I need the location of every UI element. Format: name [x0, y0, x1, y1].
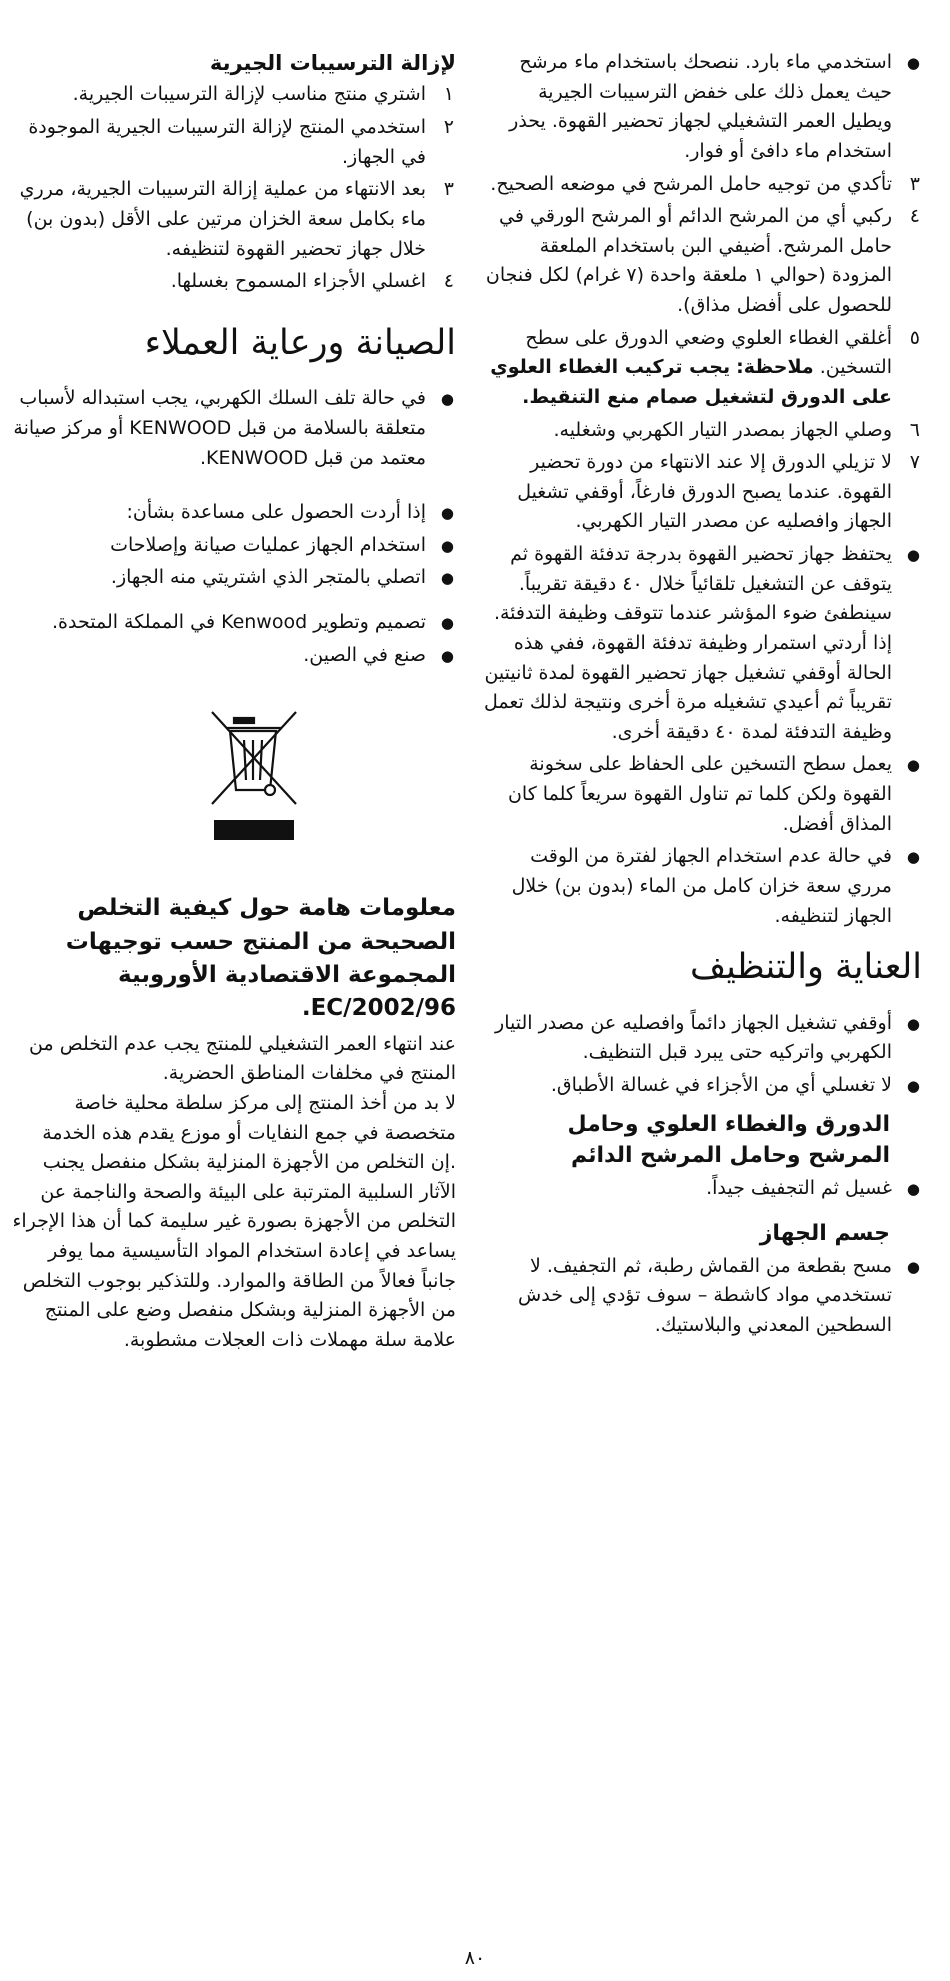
designed-in: ● تصميم وتطوير Kenwood في المملكة المتحدة. — [11, 608, 456, 638]
weee-symbol — [11, 704, 456, 844]
help-intro: ● إذا أردت الحصول على مساعدة بشأن: — [11, 498, 456, 528]
descale-step-2: ٢ استخدمي المنتج لإزالة الترسيبات الجيرية الموجودة في الجهاز. — [28, 116, 454, 168]
right-column — [482, 48, 922, 1344]
descale-step-4: ٤ اغسلي الأجزاء المسموح بغسلها. — [170, 270, 454, 293]
body-list — [482, 1252, 922, 1341]
left-column — [11, 48, 456, 1356]
weee-paragraph-2: لا بد من أخذ المنتج إلى مركز سلطة محلية خاصة متخصصة في جمع النفايات أو موزع يقدم هذه الخدمة .إن التخلص من الأجهزة المنزلية بشكل منفصل يجنب الآثار السلبية المترتبة على البيئة والصحة والناجمة عن التخلص من الأجهزة بصورة غير سليمة كما أن هذا الإجراء يساعد في إعادة استخدام المواد التأسيسية مما يوفر جانباً فعالاً من الطاقة والموارد. وللتذكير بوجوب التخلص من الأجهزة المنزلية وبشكل منفصل وضع على المنتج علامة سلة مهملات ذات العجلات مشطوبة. — [12, 1091, 456, 1351]
keep-warm-list — [482, 540, 922, 931]
care-heading: العناية والتنظيف — [689, 947, 922, 988]
carafe-heading: الدورق والغطاء العلوي وحامل المرشح وحامل المرشح الدائم — [567, 1111, 890, 1169]
help-contact: ● اتصلي بالمتجر الذي اشتريتي منه الجهاز. — [11, 563, 456, 593]
intro-list — [482, 48, 922, 167]
spacer — [11, 476, 456, 498]
service-list-2 — [11, 498, 456, 593]
body-tip: ● مسح بقطعة من القماش رطبة، ثم التجفيف. لا تستخدمي مواد كاشطة – سوف تؤدي إلى خدش السطحين المعدني والبلاستيك. — [482, 1252, 922, 1341]
unused-tip: ● في حالة عدم استخدام الجهاز لفترة من الوقت مرري سعة خزان كامل من الماء (بدون بن) خلال الجهاز لتنظيفه. — [482, 842, 922, 931]
step-5: ٥ أغلقي الغطاء العلوي وضعي الدورق على سطح التسخين. ملاحظة: يجب تركيب الغطاء العلوي على الدورق لتشغيل صمام منع التنقيط. — [490, 326, 920, 408]
descale-step-3: ٣ بعد الانتهاء من عملية إزالة الترسيبات الجيرية، مرري ماء بكامل سعة الخزان مرتين على الأقل (بدون بن) خلال جهاز تحضير القهوة لتنظيفه. — [19, 178, 454, 260]
brewing-steps — [482, 170, 922, 538]
descale-heading: لإزالة الترسيبات الجيرية — [209, 51, 456, 75]
carafe-list — [482, 1174, 922, 1204]
crossed-out-wheelie-bin-icon — [204, 704, 304, 844]
step-6: ٦ وصلي الجهاز بمصدر التيار الكهربي وشغليه. — [553, 418, 920, 441]
made-in: ● صنع في الصين. — [11, 641, 456, 671]
note-text: يجب تركيب الغطاء العلوي على الدورق لتشغيل صمام منع التنقيط. — [490, 356, 892, 408]
care-tip-unplug: ● أوقفي تشغيل الجهاز دائماً وافصليه عن مصدر التيار الكهربي واتركيه حتى يبرد قبل التنظيف. — [482, 1009, 922, 1068]
step-7: ٧ لا تزيلي الدورق إلا عند الانتهاء من دورة تحضير القهوة. عندما يصبح الدورق فارغاً، أوقفي تشغيل الجهاز وافصليه عن مصدر التيار الكهربي. — [517, 451, 920, 533]
carafe-tip: ● غسيل ثم التجفيف جيداً. — [482, 1174, 922, 1204]
service-list-1 — [11, 384, 456, 473]
water-tip: ● استخدمي ماء بارد. ننصحك باستخدام ماء مرشح حيث يعمل ذلك على خفض الترسيبات الجيرية ويطيل العمر التشغيلي لجهاز تحضير القهوة. يحذر استخدام ماء دافئ أو فوار. — [482, 48, 922, 167]
care-tip-dishwasher: ● لا تغسلي أي من الأجزاء في غسالة الأطباق. — [482, 1071, 922, 1101]
service-list-3 — [11, 608, 456, 670]
body-heading: جسم الجهاز — [759, 1220, 890, 1246]
weee-heading: معلومات هامة حول كيفية التخلص الصحيحة من المنتج حسب توجيهات المجموعة الاقتصادية الأوروبية 2002/96/EC. — [65, 895, 456, 1022]
service-heading: الصيانة ورعاية العملاء — [144, 322, 456, 363]
descale-steps — [11, 80, 456, 296]
page-number: ٨٠ — [464, 1947, 486, 1969]
care-list — [482, 1009, 922, 1101]
weee-paragraph-1: عند انتهاء العمر التشغيلي للمنتج يجب عدم التخلص من المنتج في مخلفات المناطق الحضرية. — [29, 1032, 456, 1085]
cord-damage-tip: ● في حالة تلف السلك الكهربي، يجب استبداله لأسباب متعلقة بالسلامة من قبل KENWOOD أو مركز صيانة معتمد من قبل KENWOOD. — [11, 384, 456, 473]
note-label: ملاحظة: — [736, 356, 814, 379]
descale-step-1: ١ اشتري منتج مناسب لإزالة الترسيبات الجيرية. — [72, 83, 454, 106]
keep-warm-tip: ● يحتفظ جهاز تحضير القهوة بدرجة تدفئة القهوة ثم يتوقف عن التشغيل تلقائياً خلال ٤٠ دقيقة تقريباً. سينطفئ ضوء المؤشر عندما تتوقف وظيفة التدفئة. إذا أردتي استمرار وظيفة تدفئة القهوة، ففي هذه الحالة أوقفي تشغيل جهاز تحضير القهوة لمدة ثانيتين تقريباً ثم أعيدي تشغيله مرة أخرى ونتيجة لذلك تعمل وظيفة التدفئة لمدة ٤٠ دقيقة أخرى. — [482, 540, 922, 747]
hotplate-tip: ● يعمل سطح التسخين على الحفاظ على سخونة القهوة ولكن كلما تم تناول القهوة سريعاً كلما كان المذاق أفضل. — [482, 750, 922, 839]
step-5-text: أغلقي الغطاء العلوي وضعي الدورق على سطح التسخين. — [525, 326, 892, 379]
step-3: ٣ تأكدي من توجيه حامل المرشح في موضعه الصحيح. — [490, 172, 920, 195]
step-4: ٤ ركبي أي من المرشح الدائم أو المرشح الورقي في حامل المرشح. أضيفي البن باستخدام الملعقة المزودة (حوالي ١ ملعقة واحدة (٧ غرام) لكل فنجان للحصول على أفضل مذاق). — [485, 205, 920, 316]
help-topic: ● استخدام الجهاز عمليات صيانة وإصلاحات — [11, 531, 456, 561]
spacer — [11, 596, 456, 608]
